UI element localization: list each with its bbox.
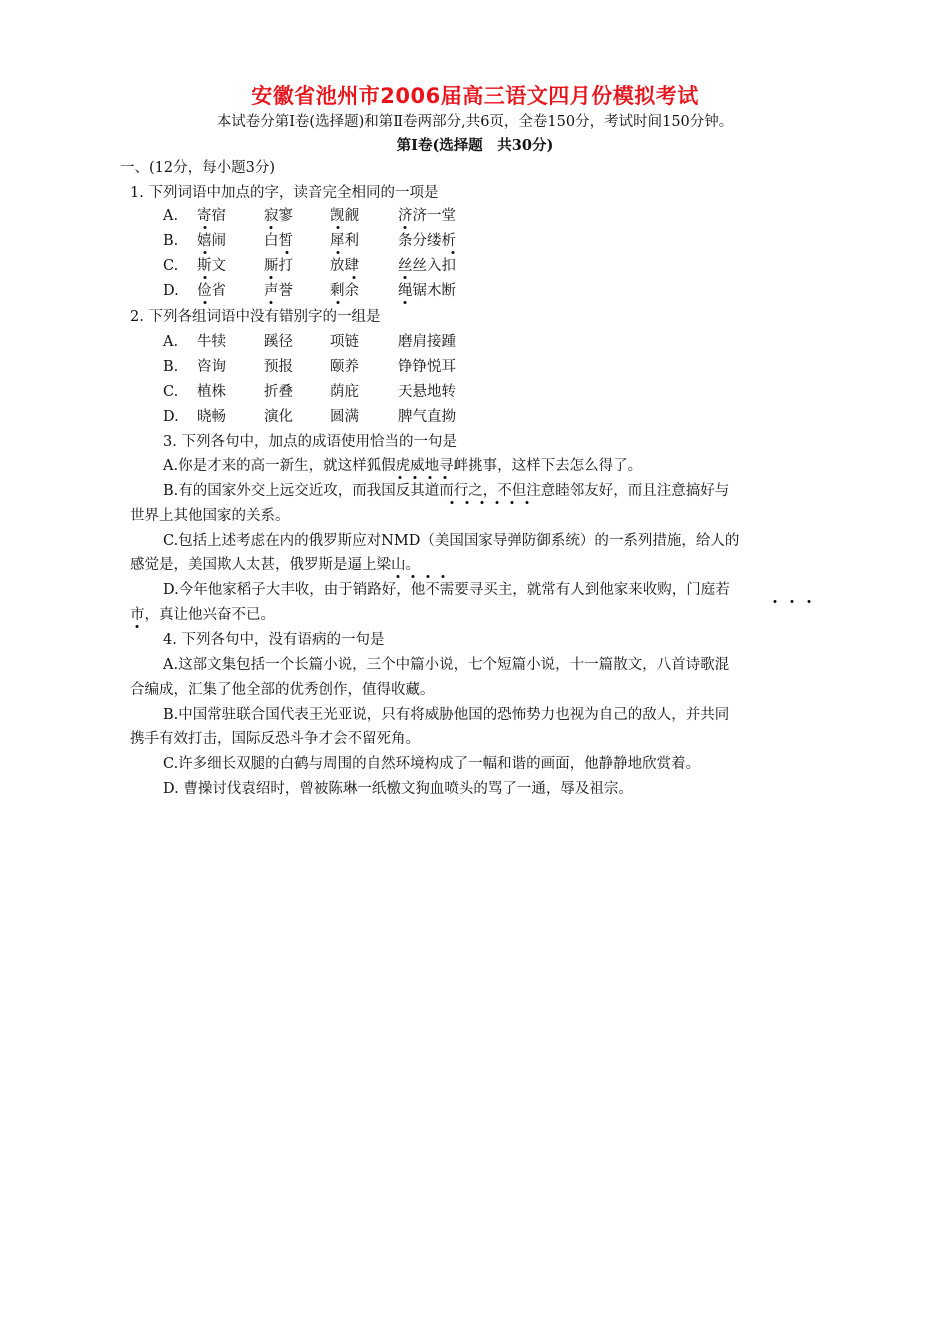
emphasis-dot bbox=[353, 276, 356, 279]
q2-option-c-word-4: 天悬地转 bbox=[398, 384, 456, 400]
q1-option-c-word-1: 斯文 bbox=[197, 258, 226, 274]
emphasis-dot bbox=[270, 276, 273, 279]
emphasis-dot bbox=[204, 276, 207, 279]
q1-option-a-word-1: 寄宿 bbox=[197, 208, 226, 224]
q1-option-b-word-3: 犀利 bbox=[330, 233, 359, 249]
emphasis-dot bbox=[496, 501, 499, 504]
emphasis-dot bbox=[452, 251, 455, 254]
q3-stem: 3. 下列各句中，加点的成语使用恰当的一句是 bbox=[163, 434, 457, 450]
q3-option-d-line-2: 市，真让他兴奋不已。 bbox=[130, 607, 275, 623]
emphasis-dot bbox=[399, 476, 402, 479]
q2-option-b-word-1: 咨询 bbox=[197, 359, 226, 375]
emphasis-dot bbox=[337, 251, 340, 254]
q2-option-d-word-2: 演化 bbox=[264, 409, 293, 425]
emphasis-dot bbox=[774, 600, 777, 603]
q3-option-d-line-1: D.今年他家稻子大丰收，由于销路好，他不需要寻买主，就常有人到他家来收购，门庭若 bbox=[163, 582, 730, 598]
q4-option-a-line-1: A.这部文集包括一个长篇小说，三个中篇小说，七个短篇小说，十一篇散文，八首诗歌混 bbox=[163, 657, 730, 673]
emphasis-dot bbox=[204, 251, 207, 254]
q1-option-d-word-2: 声誉 bbox=[264, 283, 293, 299]
q4-option-b-line-1: B.中国常驻联合国代表王光亚说，只有将威胁他国的恐怖势力也视为自己的敌人，并共同 bbox=[163, 707, 730, 723]
emphasis-dot bbox=[204, 301, 207, 304]
emphasis-dot bbox=[526, 501, 529, 504]
emphasis-dot bbox=[204, 226, 207, 229]
emphasis-dot bbox=[286, 251, 289, 254]
q2-option-a-word-4: 磨肩接踵 bbox=[398, 334, 456, 350]
q3-option-c-line-1: C.包括上述考虑在内的俄罗斯应对NMD（美国国家导弹防御系统）的一系列措施，给人的 bbox=[163, 533, 740, 549]
q2-option-a-word-2: 蹊径 bbox=[264, 334, 293, 350]
q2-option-d-label: D. bbox=[163, 409, 179, 425]
exam-title: 安徽省池州市2006届高三语文四月份模拟考试 bbox=[251, 84, 699, 108]
part-heading: 一、(12分，每小题3分) bbox=[120, 160, 275, 176]
q1-option-a-word-4: 济济一堂 bbox=[398, 208, 456, 224]
emphasis-dot bbox=[481, 501, 484, 504]
emphasis-dot bbox=[337, 301, 340, 304]
q1-option-c-word-3: 放肆 bbox=[330, 258, 359, 274]
q1-stem: 1. 下列词语中加点的字，读音完全相同的一项是 bbox=[130, 185, 439, 201]
q2-option-a-word-3: 项链 bbox=[330, 334, 359, 350]
q2-option-d-word-3: 圆满 bbox=[330, 409, 359, 425]
q4-option-a-line-2: 合编成，汇集了他全部的优秀创作，值得收藏。 bbox=[130, 682, 435, 698]
q3-option-b-line-2: 世界上其他国家的关系。 bbox=[130, 508, 290, 524]
q4-stem: 4. 下列各句中，没有语病的一句是 bbox=[163, 632, 385, 648]
q2-option-b-word-3: 颐养 bbox=[330, 359, 359, 375]
q1-option-d-word-4: 绳锯木断 bbox=[398, 283, 456, 299]
q1-option-a-word-2: 寂寥 bbox=[264, 208, 293, 224]
emphasis-dot bbox=[337, 226, 340, 229]
q3-option-c-line-2: 感觉是，美国欺人太甚，俄罗斯是逼上梁山。 bbox=[130, 557, 420, 573]
q2-option-c-word-3: 荫庇 bbox=[330, 384, 359, 400]
q2-option-a-word-1: 牛犊 bbox=[197, 334, 226, 350]
q1-option-b-word-4: 条分缕析 bbox=[398, 233, 456, 249]
q2-option-b-label: B. bbox=[163, 359, 179, 375]
q1-option-b-word-2: 白皙 bbox=[264, 233, 293, 249]
emphasis-dot bbox=[444, 476, 447, 479]
section-title: 第Ⅰ卷(选择题 共30分) bbox=[396, 137, 554, 154]
q4-option-c: C.许多细长双腿的白鹤与周围的自然环境构成了一幅和谐的画面，他静静地欣赏着。 bbox=[163, 756, 701, 772]
emphasis-dot bbox=[404, 226, 407, 229]
q2-stem: 2. 下列各组词语中没有错别字的一组是 bbox=[130, 309, 381, 325]
q4-option-d: D. 曹操讨伐袁绍时，曾被陈琳一纸檄文狗血喷头的骂了一通，辱及祖宗。 bbox=[163, 781, 633, 797]
emphasis-dot bbox=[270, 301, 273, 304]
q2-option-c-word-2: 折叠 bbox=[264, 384, 293, 400]
emphasis-dot bbox=[791, 600, 794, 603]
emphasis-dot bbox=[397, 575, 400, 578]
q2-option-c-label: C. bbox=[163, 384, 179, 400]
emphasis-dot bbox=[404, 301, 407, 304]
emphasis-dot bbox=[412, 575, 415, 578]
q4-option-b-line-2: 携手有效打击，国际反恐斗争才会不留死角。 bbox=[130, 731, 420, 747]
q3-option-a: A.你是才来的高一新生，就这样狐假虎威地寻衅挑事，这样下去怎么得了。 bbox=[163, 458, 643, 474]
q2-option-d-word-1: 晓畅 bbox=[197, 409, 226, 425]
emphasis-dot bbox=[270, 226, 273, 229]
emphasis-dot bbox=[404, 276, 407, 279]
q1-option-d-word-1: 俭省 bbox=[197, 283, 226, 299]
emphasis-dot bbox=[451, 501, 454, 504]
q1-option-c-word-2: 厮打 bbox=[264, 258, 293, 274]
q2-option-d-word-4: 脾气直拗 bbox=[398, 409, 456, 425]
q2-option-b-word-4: 铮铮悦耳 bbox=[398, 359, 456, 375]
emphasis-dot bbox=[429, 476, 432, 479]
exam-subtitle: 本试卷分第Ⅰ卷(选择题)和第Ⅱ卷两部分,共6页，全卷150分，考试时间150分钟。 bbox=[216, 114, 734, 130]
emphasis-dot bbox=[466, 501, 469, 504]
q1-option-d-word-3: 剩余 bbox=[330, 283, 359, 299]
q1-option-c-word-4: 丝丝入扣 bbox=[398, 258, 456, 274]
q1-option-c-label: C. bbox=[163, 258, 179, 274]
q1-option-a-label: A. bbox=[163, 208, 179, 224]
emphasis-dot bbox=[442, 575, 445, 578]
q2-option-a-label: A. bbox=[163, 334, 179, 350]
q2-option-b-word-2: 预报 bbox=[264, 359, 293, 375]
emphasis-dot bbox=[511, 501, 514, 504]
q1-option-b-word-1: 嬉闹 bbox=[197, 233, 226, 249]
emphasis-dot bbox=[414, 476, 417, 479]
q1-option-d-label: D. bbox=[163, 283, 179, 299]
q2-option-c-word-1: 植株 bbox=[197, 384, 226, 400]
q1-option-a-word-3: 觊觎 bbox=[330, 208, 359, 224]
emphasis-dot bbox=[808, 600, 811, 603]
emphasis-dot bbox=[136, 625, 139, 628]
emphasis-dot bbox=[427, 575, 430, 578]
q3-option-b-line-1: B.有的国家外交上远交近攻，而我国反其道而行之，不但注意睦邻友好，而且注意搞好与 bbox=[163, 483, 730, 499]
q1-option-b-label: B. bbox=[163, 233, 179, 249]
